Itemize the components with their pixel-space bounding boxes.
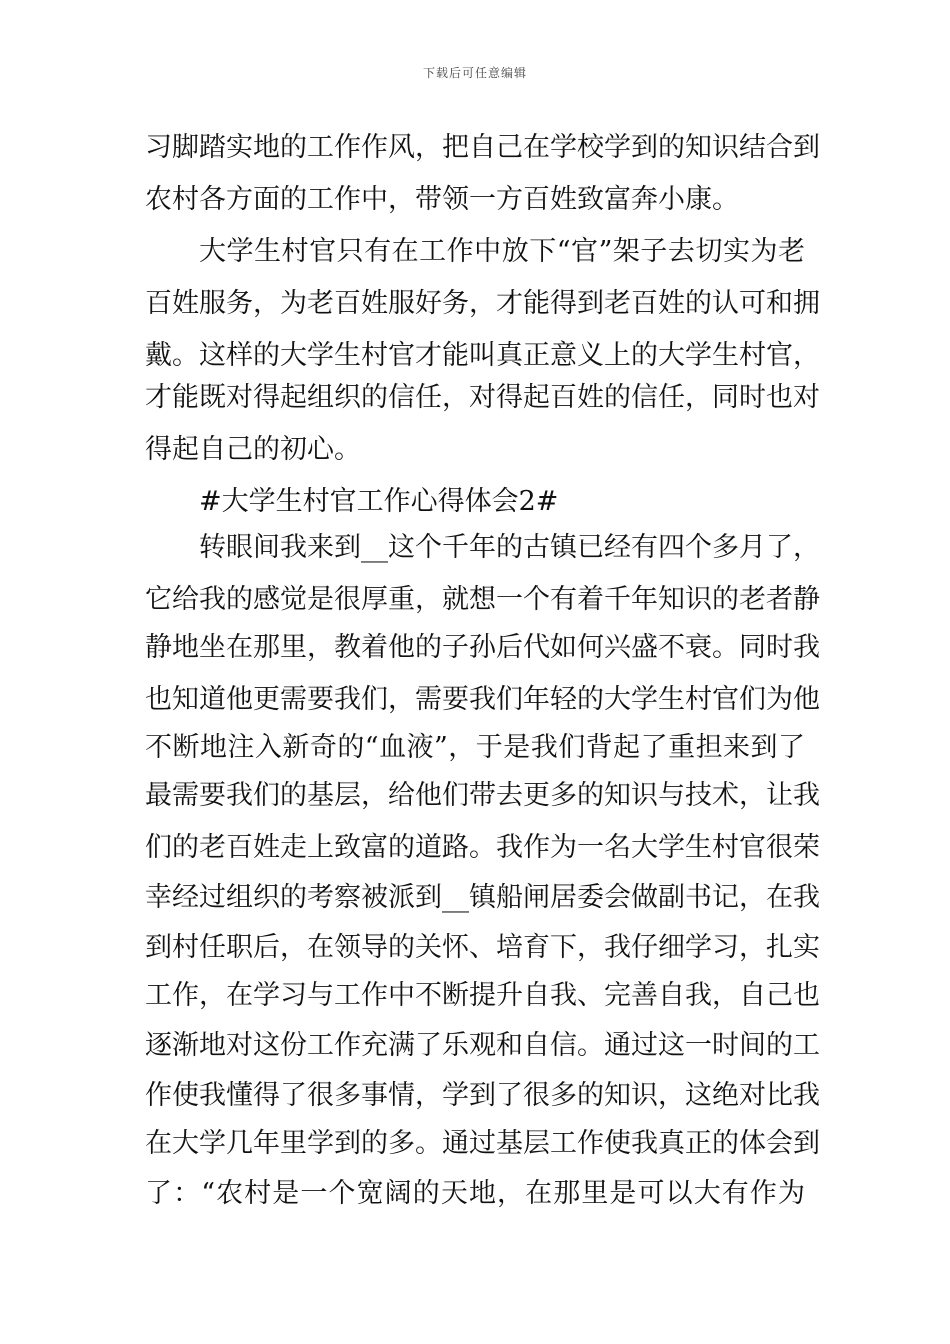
text-line: 百姓服务，为老百姓服好务，才能得到老百姓的认可和拥 [145,288,820,319]
text-line: 习脚踏实地的工作作风，把自己在学校学到的知识结合到 [145,132,820,163]
text-line: 最需要我们的基层，给他们带去更多的知识与技术，让我 [145,780,820,811]
text-line: 农村各方面的工作中，带领一方百姓致富奔小康。 [145,184,739,215]
text-line: 逐渐地对这份工作充满了乐观和自信。通过这一时间的工 [145,1030,820,1061]
paragraph-first-line: 转眼间我来到__这个千年的古镇已经有四个多月了， [199,532,820,563]
text-line: 戴。这样的大学生村官才能叫真正意义上的大学生村官， [145,340,820,371]
text-line: 不断地注入新奇的“血液”，于是我们背起了重担来到了 [145,732,805,763]
text-line: 静地坐在那里，教着他的子孙后代如何兴盛不衰。同时我 [145,632,820,663]
text-line: 到村任职后，在领导的关怀、培育下，我仔细学习，扎实 [145,932,820,963]
text-line: 工作，在学习与工作中不断提升自我、完善自我，自己也 [145,980,820,1011]
text-line: 们的老百姓走上致富的道路。我作为一名大学生村官很荣 [145,832,820,863]
text-line: 在大学几年里学到的多。通过基层工作使我真正的体会到 [145,1128,820,1159]
page-header: 下载后可任意编辑 [422,66,527,80]
paragraph-first-line: 大学生村官只有在工作中放下“官”架子去切实为老 [199,236,805,267]
section-heading: #大学生村官工作心得体会2# [199,486,559,517]
text-line: 也知道他更需要我们，需要我们年轻的大学生村官们为他 [145,684,820,715]
text-line: 了：“农村是一个宽阔的天地，在那里是可以大有作为 [145,1178,805,1209]
text-line: 作使我懂得了很多事情，学到了很多的知识，这绝对比我 [145,1080,820,1111]
text-line: 它给我的感觉是很厚重，就想一个有着千年知识的老者静 [145,584,820,615]
text-line: 才能既对得起组织的信任，对得起百姓的信任，同时也对 [145,382,820,413]
text-line: 幸经过组织的考察被派到__镇船闸居委会做副书记，在我 [145,882,820,913]
text-line: 得起自己的初心。 [145,434,361,465]
